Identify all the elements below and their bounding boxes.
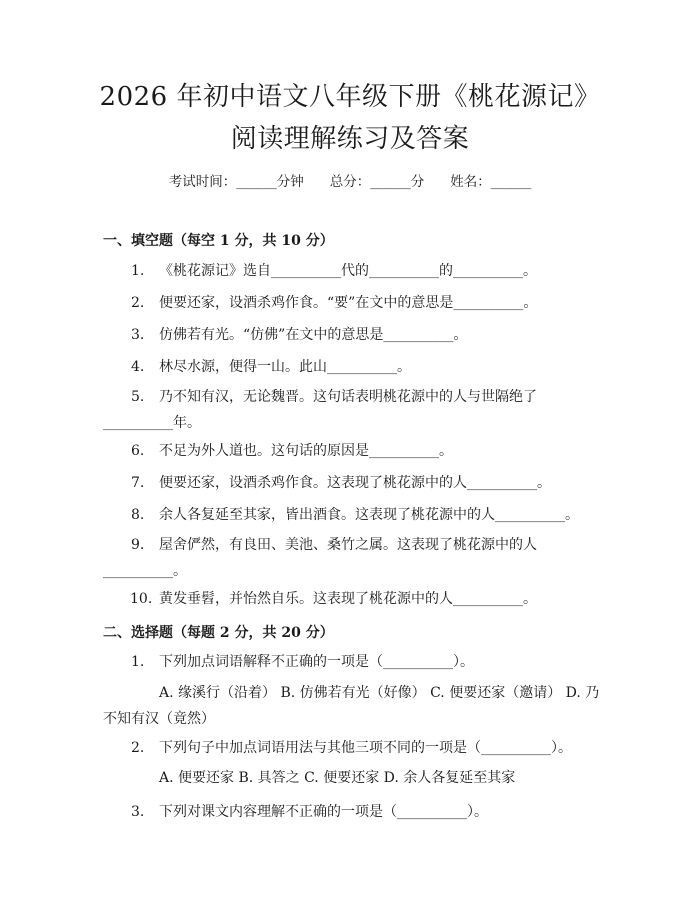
question-1-4 — [103, 354, 600, 380]
question-number: 8. — [131, 507, 145, 523]
question-1-7 — [103, 470, 600, 496]
question-2-1 — [103, 649, 600, 675]
question-number: 3. — [131, 327, 145, 343]
question-number: 10. — [130, 591, 153, 607]
question-number: 4. — [131, 359, 145, 375]
total-score: 总分：______分 — [329, 174, 425, 190]
question-text: 下列加点词语解释不正确的一项是（__________）。 — [159, 654, 474, 670]
question-text: 下列对课文内容理解不正确的一项是（__________）。 — [159, 804, 488, 820]
question-text: 仿佛若有光。“仿佛”在文中的意思是__________。 — [159, 327, 468, 343]
student-name: 姓名：______ — [450, 174, 532, 190]
question-text: 余人各复延至其家，皆出酒食。这表现了桃花源中的人__________。 — [159, 507, 579, 523]
question-1-6 — [103, 438, 600, 464]
question-number: 5. — [131, 389, 145, 405]
question-2-2-options: A. 便要还家 B. 具答之 C. 便要还家 D. 余人各复延至其家 — [159, 770, 516, 786]
section-heading-multiple-choice: 二、选择题（每题 2 分，共 20 分） — [103, 625, 334, 641]
question-text: 林尽水源，便得一山。此山__________。 — [159, 359, 411, 375]
section-heading-fill-blank: 一、填空题（每空 1 分，共 10 分） — [103, 233, 334, 249]
question-text: 《桃花源记》选自__________代的__________的__________。 — [159, 263, 537, 279]
question-number: 3. — [131, 804, 145, 820]
question-number: 9. — [131, 537, 145, 553]
question-number: 6. — [131, 443, 145, 459]
question-text: 不足为外人道也。这句话的原因是__________。 — [159, 443, 453, 459]
question-2-2 — [103, 735, 600, 761]
question-text: 黄发垂髫，并怡然自乐。这表现了桃花源中的人__________。 — [159, 591, 537, 607]
question-text: 下列句子中加点词语用法与其他三项不同的一项是（__________）。 — [159, 740, 572, 756]
question-1-1 — [103, 258, 600, 284]
exam-time: 考试时间：______分钟 — [168, 174, 304, 190]
question-text: 乃不知有汉，无论魏晋。这句话表明桃花源中的人与世隔绝了__________年。 — [103, 389, 537, 431]
question-number: 1. — [131, 263, 145, 279]
question-text: 屋舍俨然，有良田、美池、桑竹之属。这表现了桃花源中的人__________。 — [103, 537, 537, 579]
question-number: 2. — [131, 740, 145, 756]
question-text: 便要还家，设酒杀鸡作食。“要”在文中的意思是__________。 — [159, 295, 538, 311]
question-1-2 — [103, 290, 600, 316]
question-2-1-options: A. 缘溪行（沿着） B. 仿佛若有光（好像） C. 便要还家（邀请） D. 乃不知有汉（竟然） — [103, 685, 600, 727]
question-2-3 — [103, 799, 600, 825]
question-1-5 — [103, 384, 600, 436]
exam-meta — [0, 170, 700, 190]
question-number: 7. — [131, 475, 145, 491]
question-number: 1. — [131, 654, 145, 670]
page-title: 2026 年初中语文八年级下册《桃花源记》阅读理解练习及答案 — [99, 82, 601, 154]
question-1-8 — [103, 502, 600, 528]
question-1-10 — [103, 586, 600, 612]
question-1-9 — [103, 532, 600, 584]
question-number: 2. — [131, 295, 145, 311]
question-1-3 — [103, 322, 600, 348]
question-text: 便要还家，设酒杀鸡作食。这表现了桃花源中的人__________。 — [159, 475, 551, 491]
